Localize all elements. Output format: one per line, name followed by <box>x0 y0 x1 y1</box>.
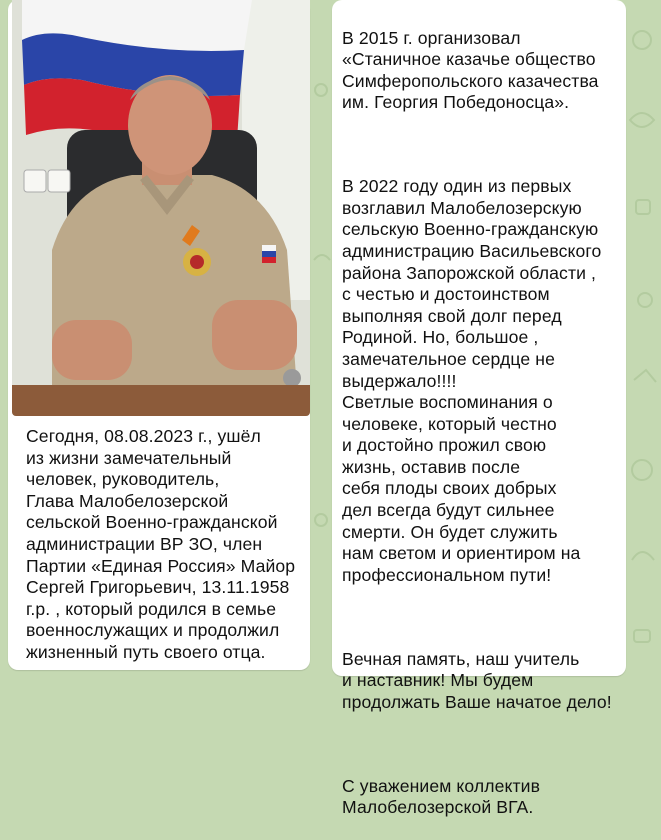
paragraph-memory: Вечная память, наш учитель и наставник! Мы будем продолжать Ваше начатое дело! <box>342 648 612 712</box>
paragraph-organized: В 2015 г. организовал «Станичное казачье общество Симферопольского казачества им. Георгия Победоносца». <box>342 27 599 113</box>
paragraph-2022: В 2022 году один из первых возглавил Малобелозерскую сельскую Военно-гражданскую администрацию Васильевского района Запорожской области , с честью и достоинством выполняя свой долг перед Родиной. Но, большое , замечательное сердце не выдержало!!!! Светлые воспоминания о человеке, который честно и достойно прожил свою жизнь, оставив после себя плоды своих добрых дел всегда будут сильнее смерти. Он будет служить нам светом и ориентиром на профессиональном пути! <box>342 176 602 585</box>
portrait-photo[interactable] <box>12 0 310 416</box>
left-caption-text: Сегодня, 08.08.2023 г., ушёл из жизни замечательный человек, руководитель, Глава Малобелозерской сельской Военно-гражданской администрации ВР ЗО, член Партии «Единая Россия» Майор Сергей Григорьевич, 13.11.1958 г.р. , который родился в семье военнослужащих и продолжил жизненный путь своего отца. <box>26 426 296 662</box>
paragraph-signature: С уважением коллектив Малобелозерской ВГА. <box>342 775 541 818</box>
right-message-text <box>342 6 632 840</box>
